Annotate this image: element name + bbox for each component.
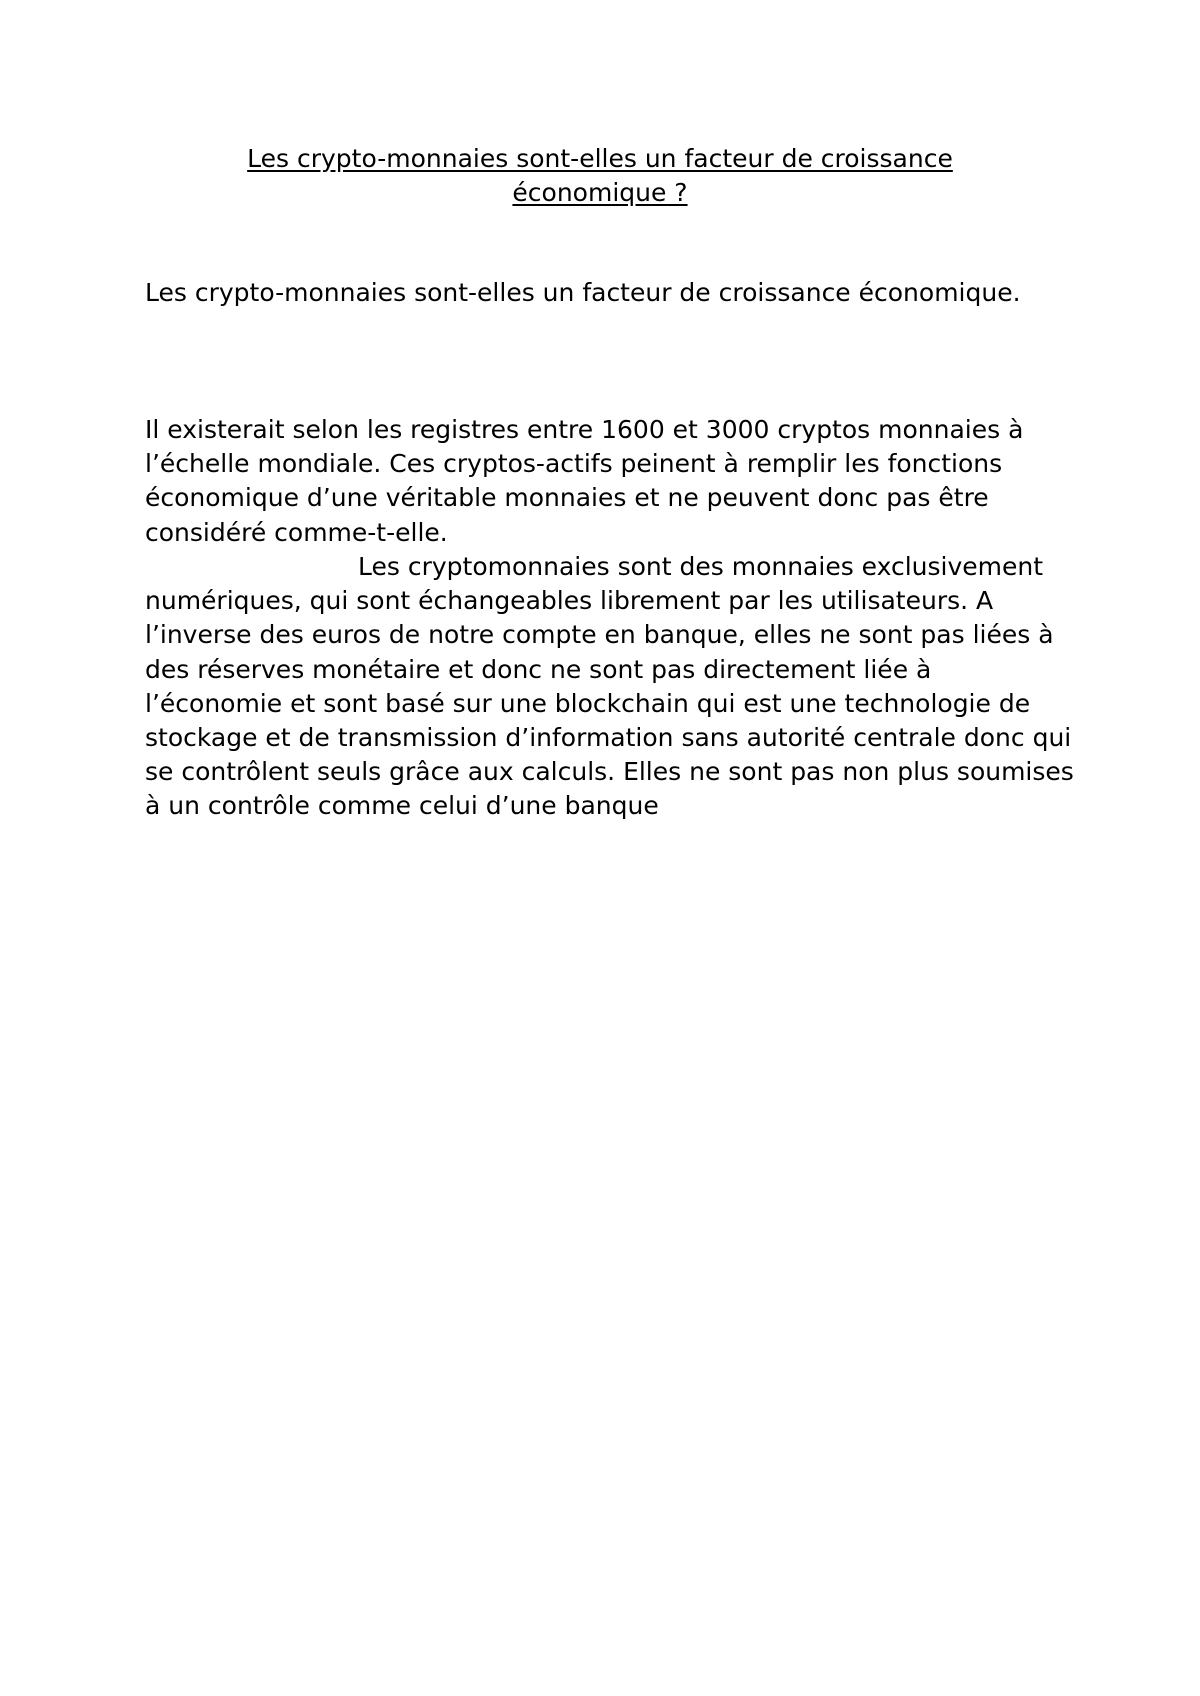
title-line-2: économique ?: [512, 178, 688, 207]
subtitle-paragraph: Les crypto-monnaies sont-elles un facteur de croissance économique.: [145, 278, 1021, 307]
body-paragraph: [145, 550, 1075, 824]
intro-paragraph: Il existerait selon les registres entre 1600 et 3000 cryptos monnaies à l’échelle mondiale. Ces cryptos-actifs peinent à remplir les fonctions économique d’une véritable monnaies et ne peuvent donc pas être considéré comme-t-elle.: [145, 415, 1024, 547]
page-title: [140, 142, 1060, 210]
title-line-1: Les crypto-monnaies sont-elles un facteur de croissance: [247, 144, 953, 173]
body-paragraph-text: Les cryptomonnaies sont des monnaies exclusivement numériques, qui sont échangeables librement par les utilisateurs. A l’inverse des euros de notre compte en banque, elles ne sont pas liées à des réserves monétaire et donc ne sont pas directement liée à l’économie et sont basé sur une blockchain qui est une technologie de stockage et de transmission d’information sans autorité centrale donc qui se contrôlent seuls grâce aux calculs. Elles ne sont pas non plus soumises à un contrôle comme celui d’une banque: [145, 552, 1074, 821]
